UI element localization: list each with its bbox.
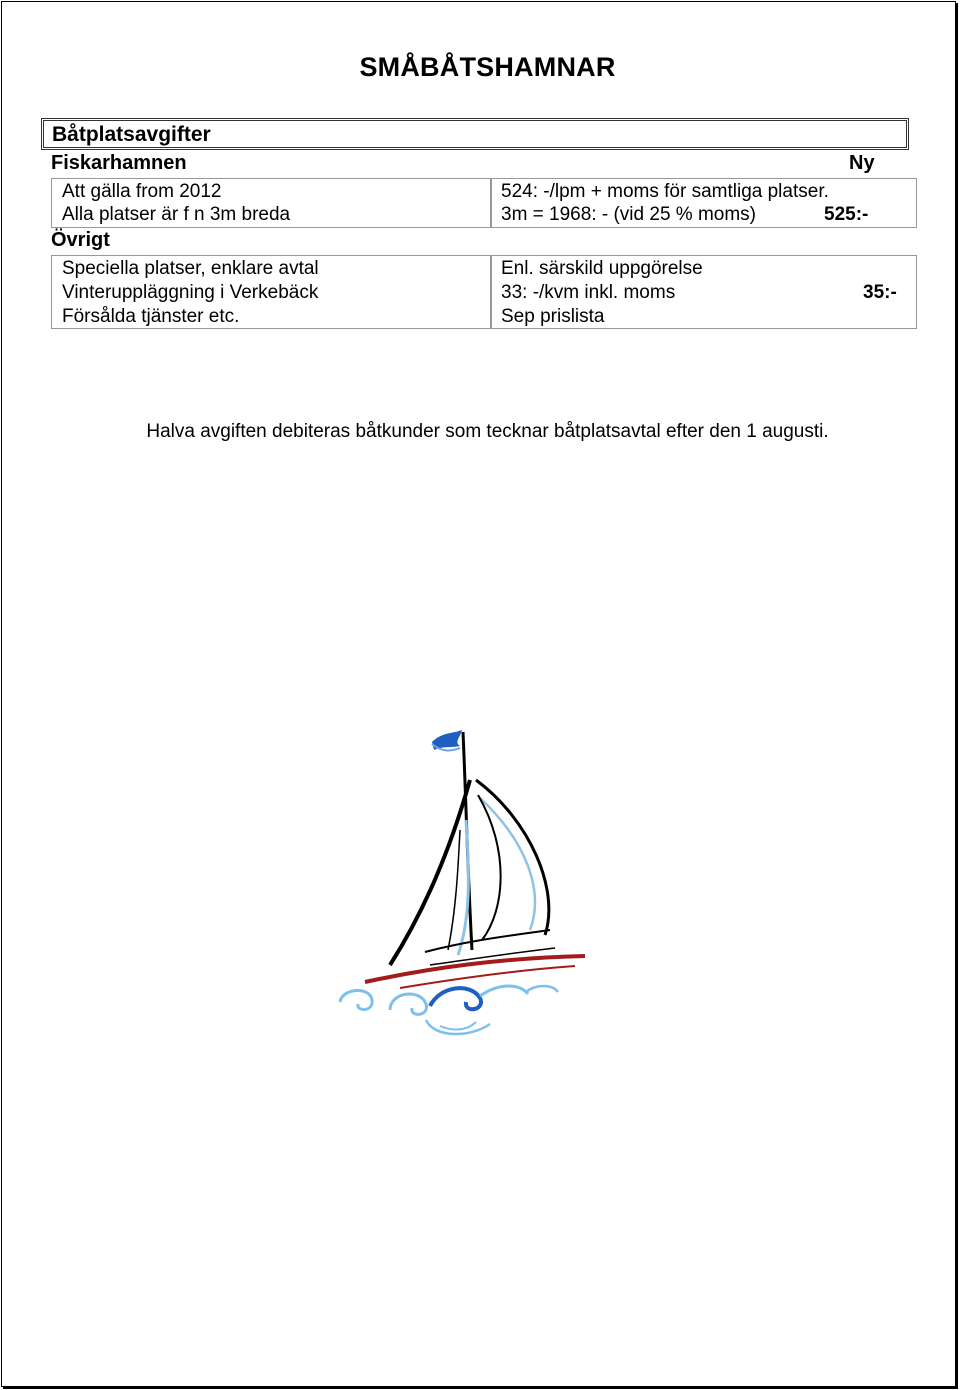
section-heading: Båtplatsavgifter — [52, 123, 211, 146]
sailboat-illustration — [330, 720, 630, 1040]
fiskarhamnen-left-cell — [51, 178, 491, 228]
fiskarhamnen-label: Fiskarhamnen — [51, 152, 187, 174]
ovrigt-label: Övrigt — [51, 229, 110, 251]
ovrigt-right-cell — [491, 255, 917, 329]
ovrigt-item: Vinteruppläggning i Verkebäck — [62, 282, 319, 303]
price-3m-text: 3m = 1968: - (vid 25 % moms) — [501, 204, 757, 225]
new-column-label: Ny — [849, 152, 875, 174]
ovrigt-desc: 33: -/kvm inkl. moms — [501, 282, 676, 303]
price-per-meter-text: 524: -/lpm + moms för samtliga platser. — [501, 181, 829, 202]
section-heading-box — [41, 118, 909, 150]
ovrigt-desc: Enl. särskild uppgörelse — [501, 258, 703, 279]
width-note-text: Alla platser är f n 3m breda — [62, 204, 291, 225]
ovrigt-left-cell — [51, 255, 491, 329]
page-title: SMÅBÅTSHAMNAR — [359, 52, 616, 82]
ovrigt-desc: Sep prislista — [501, 306, 605, 327]
fiskarhamnen-right-cell — [491, 178, 917, 228]
ovrigt-new-price: 35:- — [863, 282, 897, 303]
new-price-value: 525:- — [824, 204, 869, 225]
valid-from-text: Att gälla from 2012 — [62, 181, 222, 202]
ovrigt-item: Försålda tjänster etc. — [62, 306, 240, 327]
ovrigt-item: Speciella platser, enklare avtal — [62, 258, 319, 279]
footer-note: Halva avgiften debiteras båtkunder som tecknar båtplatsavtal efter den 1 augusti. — [146, 421, 829, 442]
